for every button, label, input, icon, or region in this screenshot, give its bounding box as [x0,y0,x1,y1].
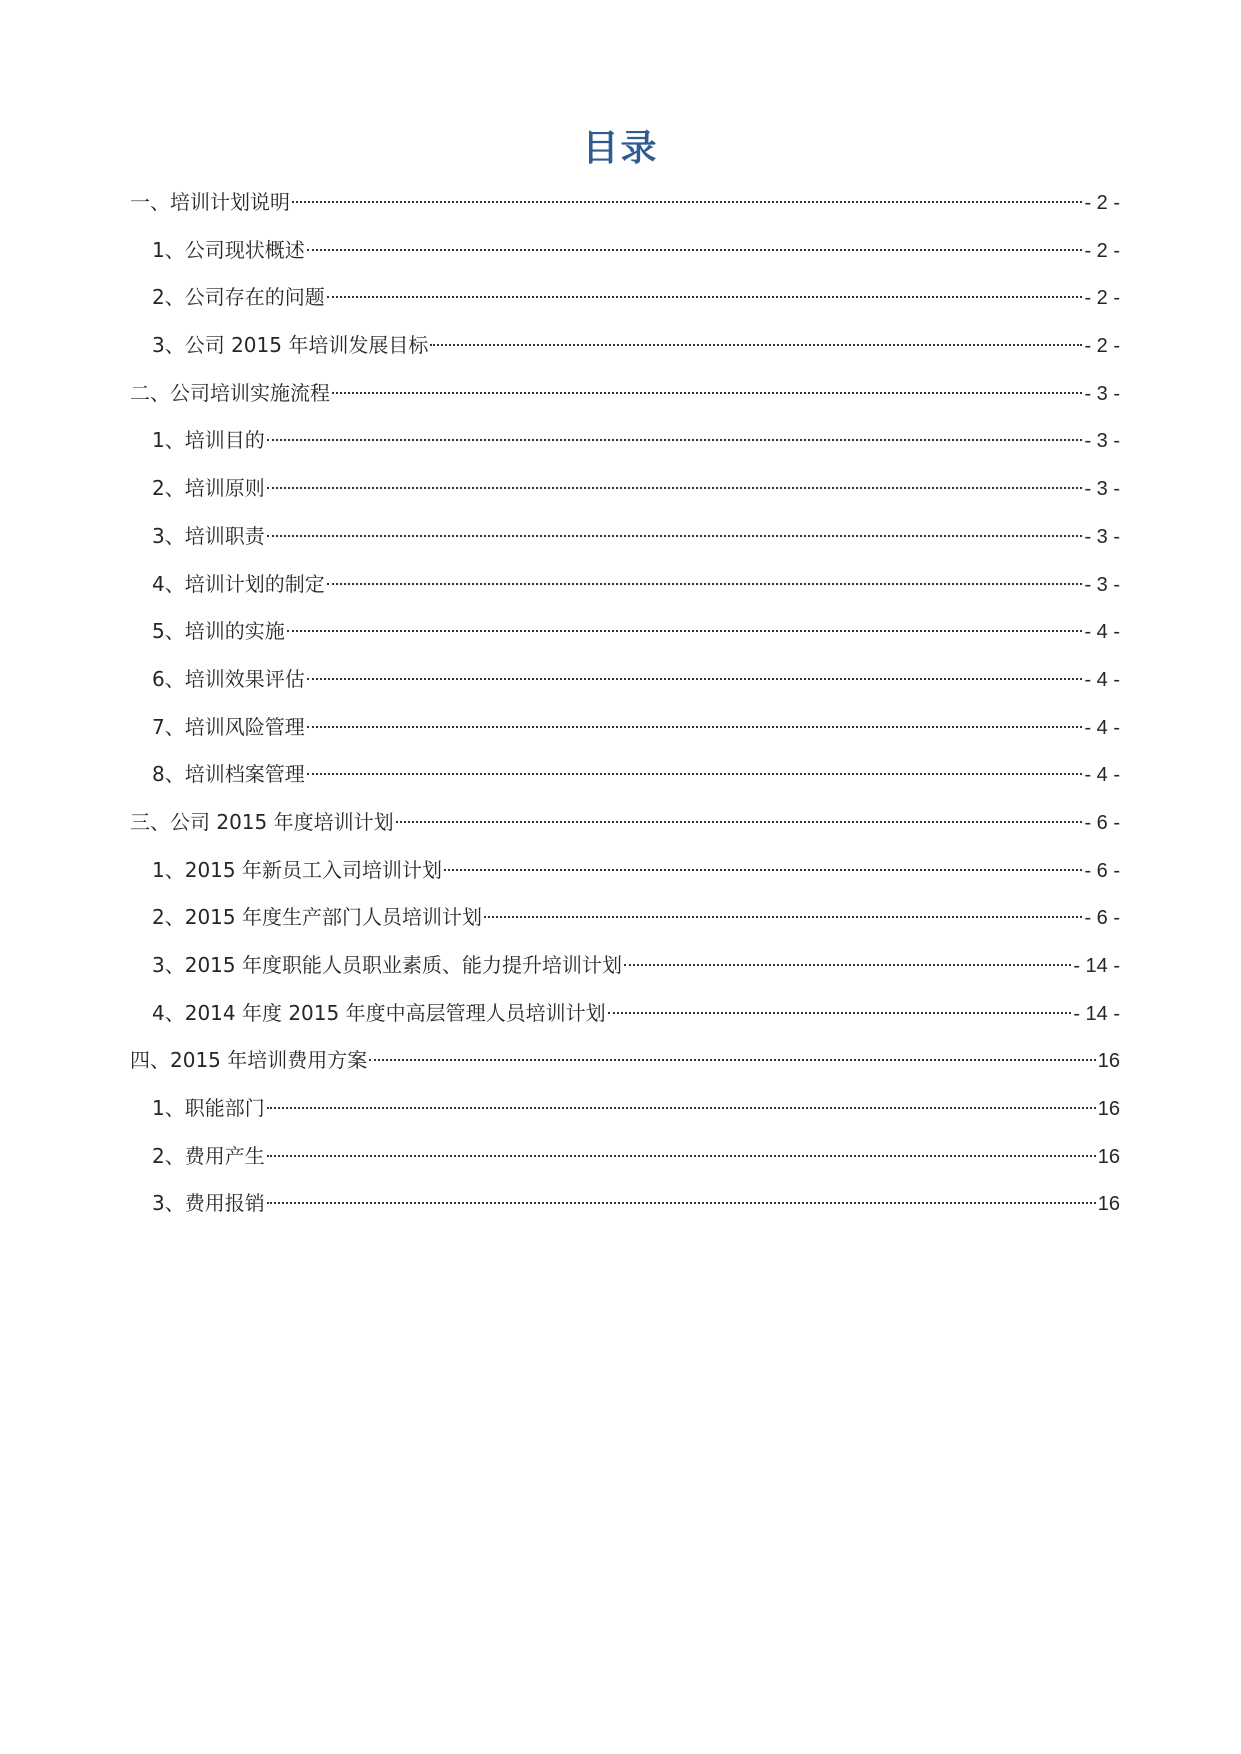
toc-dot-leader [267,1155,1096,1157]
toc-page-number: - 3 - [1084,430,1120,453]
toc-dot-leader [484,916,1082,918]
toc-dot-leader [624,964,1071,966]
toc-dot-leader [327,583,1083,585]
toc-dot-leader [444,869,1082,871]
toc-dot-leader [327,296,1083,298]
toc-entry-text: 7、培训风险管理 [152,714,305,739]
toc-dot-leader [307,773,1083,775]
toc-entry-text: 1、公司现状概述 [152,237,305,262]
toc-page-number: - 2 - [1084,192,1120,214]
toc-dot-leader [307,249,1083,251]
toc-entry-text: 1、职能部门 [152,1096,265,1121]
toc-entry[interactable] [130,1085,1120,1133]
toc-page-number: - 3 - [1084,525,1120,548]
toc-page-number: 16 [1097,1098,1120,1121]
toc-entry[interactable] [130,227,1120,275]
toc-page-number: 16 [1097,1145,1120,1168]
toc-entry-text: 四、2015 年培训费用方案 [130,1048,368,1073]
toc-entry-text: 2、培训原则 [152,476,265,501]
toc-dot-leader [608,1012,1072,1014]
toc-entry-text: 3、培训职责 [152,523,265,548]
toc-page-number: - 2 - [1084,287,1120,310]
toc-entry-text: 3、公司 2015 年培训发展目标 [152,333,429,358]
toc-entry[interactable] [130,942,1120,990]
toc-dot-leader [307,726,1083,728]
toc-page-number: - 3 - [1084,382,1120,405]
toc-entry-text: 1、培训目的 [152,428,265,453]
toc-dot-leader [287,630,1083,632]
toc-page-number: - 4 - [1084,621,1120,644]
toc-dot-leader [332,392,1082,394]
toc-page-number: - 3 - [1084,478,1120,501]
toc-page-number: - 14 - [1073,1002,1120,1025]
toc-entry[interactable] [130,513,1120,561]
toc-page-number: - 6 - [1084,811,1120,834]
toc-entry-text: 一、培训计划说明 [130,190,290,214]
toc-page-number: - 4 - [1084,668,1120,691]
toc-entry[interactable] [130,1037,1120,1085]
toc-entry[interactable] [130,179,1120,227]
toc-entry[interactable] [130,704,1120,752]
toc-entry-text: 8、培训档案管理 [152,762,305,787]
toc-dot-leader [307,678,1083,680]
toc-dot-leader [430,344,1082,346]
toc-entry[interactable] [130,1180,1120,1228]
toc-dot-leader [267,535,1083,537]
toc-page-number: - 14 - [1073,955,1120,977]
toc-entry[interactable] [130,465,1120,513]
toc-page-number: - 2 - [1084,239,1120,262]
toc-page-number: 16 [1097,1050,1120,1073]
toc-dot-leader [396,821,1083,823]
toc-page-number: - 3 - [1084,573,1120,596]
toc-entry[interactable] [130,799,1120,847]
toc-dot-leader [267,487,1083,489]
toc-dot-leader [267,439,1083,441]
toc-dot-leader [292,201,1082,203]
toc-entry-text: 3、2015 年度职能人员职业素质、能力提升培训计划 [152,953,622,977]
toc-dot-leader [267,1107,1096,1109]
toc-entry[interactable] [130,1133,1120,1181]
toc-title: 目录 [582,128,659,169]
toc-entry[interactable] [130,417,1120,465]
toc-entry[interactable] [130,370,1120,418]
toc-entry[interactable] [130,990,1120,1038]
toc-entry[interactable] [130,894,1120,942]
toc-page-number: - 2 - [1084,335,1120,358]
toc-entry-text: 5、培训的实施 [152,619,285,644]
toc-entry-text: 3、费用报销 [152,1191,265,1216]
toc-entry[interactable] [130,608,1120,656]
toc-entry-text: 2、费用产生 [152,1143,265,1168]
toc-entry[interactable] [130,751,1120,799]
toc-entry-text: 2、公司存在的问题 [152,285,325,310]
toc-entry[interactable] [130,561,1120,609]
toc-entry-text: 4、培训计划的制定 [152,571,325,596]
toc-page-number: - 6 - [1084,907,1120,930]
toc-entry-text: 6、培训效果评估 [152,666,305,691]
toc-entry-text: 4、2014 年度 2015 年度中高层管理人员培训计划 [152,1000,606,1025]
toc-entry[interactable] [130,656,1120,704]
toc-page-number: - 6 - [1084,859,1120,882]
toc-page-number: - 4 - [1084,764,1120,787]
toc-dot-leader [369,1059,1095,1061]
toc-entry-text: 二、公司培训实施流程 [130,380,330,405]
toc-entry[interactable] [130,274,1120,322]
toc-entry-text: 1、2015 年新员工入司培训计划 [152,857,442,882]
toc-page-number: 16 [1097,1193,1120,1216]
toc-entry[interactable] [130,847,1120,895]
toc-page-number: - 4 - [1084,716,1120,739]
toc-dot-leader [267,1202,1096,1204]
toc-entry-text: 2、2015 年度生产部门人员培训计划 [152,905,482,930]
toc-list [130,179,1120,1228]
toc-entry[interactable] [130,322,1120,370]
toc-entry-text: 三、公司 2015 年度培训计划 [130,809,394,834]
